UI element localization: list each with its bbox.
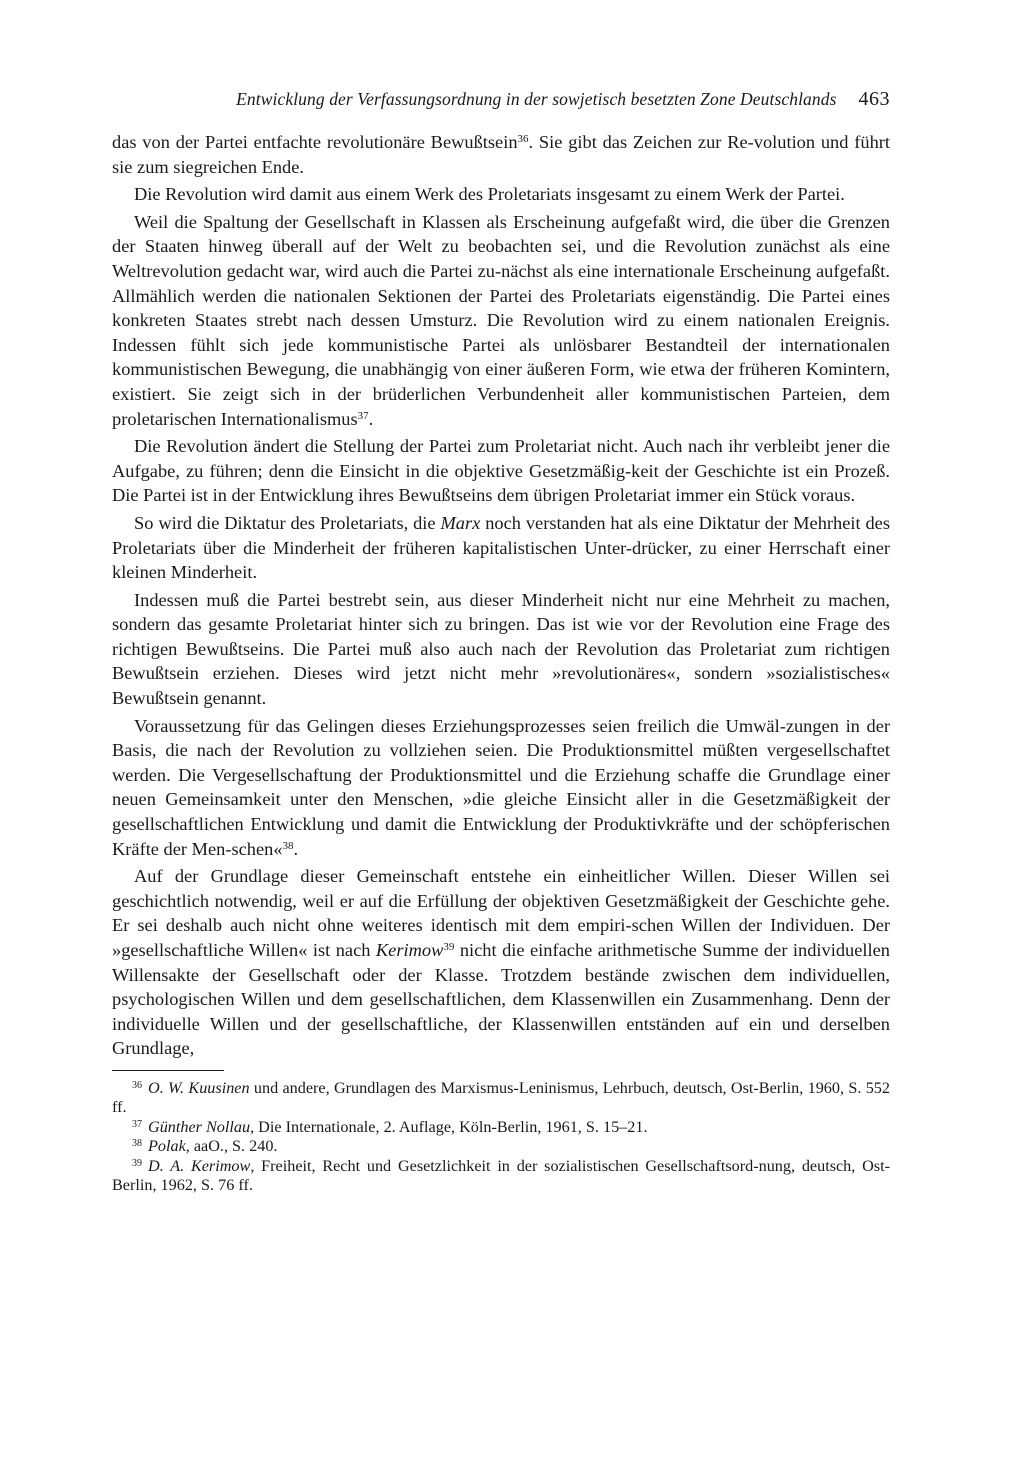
person-name: Kerimow [375, 940, 444, 960]
footnote-ref: 36 [517, 133, 529, 145]
footnote-ref: 38 [282, 839, 294, 852]
paragraph: Die Revolution wird damit aus einem Werk des Proletariats insgesamt zu einem Werk der Partei. [134, 184, 845, 205]
footnote-author: Polak [148, 1137, 186, 1156]
body-text [112, 130, 890, 1061]
footnote-divider [112, 1070, 224, 1071]
footnote [112, 1079, 890, 1118]
paragraph [112, 130, 890, 179]
paragraph-text: Voraussetzung für das Gelingen dieses Erziehungsprozesses seien freilich die Umwäl-zungen in der Basis, die nach der Revolution zu vollziehen seien. Die Produktionsmittel müßten vergesellschaftet werden. Die Vergesellschaftung der Produktionsmittel und die Erziehung schaffe die Grundlage einer neuen Gemeinsamkeit unter den Menschen, »die gleiche Einsicht aller in die Gesetzmäßigkeit der gesellschaftlichen Entwicklung und damit die Entwicklung der Produktivkräfte und der schöpferischen Kräfte der Men-schen« [112, 715, 890, 859]
footnote-number: 38 [132, 1138, 142, 1150]
footnote-ref: 39 [443, 941, 455, 953]
paragraph-text: noch verstanden hat als eine Diktatur der Mehrheit des Proletariats über die Minderheit der früheren kapitalistischen Unter-drücker, zu einer Herrschaft einer kleinen Minderheit. [112, 512, 890, 583]
paragraph-text: nicht die einfache arithmetische Summe der individuellen Willensakte der Gesellschaft oder der Klasse. Trotzdem bestände zwischen dem individuellen, psychologischen Willen und dem gesellschaftlichen, dem Klassenwillen ein Zusammenhang. Denn der individuelle Willen und der gesellschaftliche, der Klassenwillen entständen auf ein und derselben Grundlage, [112, 940, 890, 1059]
footnote-ref: 37 [357, 409, 369, 422]
person-name: Marx [440, 512, 481, 533]
footnote [112, 1157, 890, 1196]
footnote-number: 36 [132, 1079, 142, 1091]
footnote-text: und andere, Grundlagen des Marxismus-Leninismus, Lehrbuch, deutsch, Ost-Berlin, 1960, S. 552 ff. [112, 1078, 890, 1117]
footnote-number: 37 [132, 1118, 142, 1130]
footnote-text: , Die Internationale, 2. Auflage, Köln-Berlin, 1961, S. 15–21. [250, 1117, 648, 1136]
footnote-author: O. W. Kuusinen [148, 1078, 250, 1097]
book-page [112, 88, 890, 1196]
running-title: Entwicklung der Verfassungsordnung in der sowjetisch besetzten Zone Deutschlands [236, 89, 837, 109]
footnote-number: 39 [132, 1157, 142, 1169]
page-number: 463 [858, 88, 890, 110]
paragraph-text: . [293, 838, 299, 859]
paragraph-text: Auf der Grundlage dieser Gemeinschaft entstehe ein einheitlicher Willen. Dieser Willen sei geschichtlich notwendig, weil er auf die Erfüllung der objektiven Gesetzmäßigkeit der Geschichte gehe. Er sei deshalb auch nicht ohne weiteres identisch mit dem empiri-schen Willen der Individuen. Der »gesellschaftliche Willen« ist nach [112, 866, 890, 960]
footnote-author: Günther Nollau [148, 1117, 251, 1136]
paragraph-text: Weil die Spaltung der Gesellschaft in Klassen als Erscheinung aufgefaßt wird, die über die Grenzen der Staaten hinweg überall auf der Welt zu beobachten sei, und die Revolution zunächst als eine Weltrevolution gedacht war, wird auch die Partei zu-nächst als eine internationale Erscheinung aufgefaßt. Allmählich werden die nationalen Sektionen der Partei des Proletariats eigenständig. Die Partei eines konkreten Staates strebt nach dessen Umsturz. Die Revolution wird zu einem nationalen Ereignis. Indessen fühlt sich jede kommunistische Partei als unlösbarer Bestandteil der internationalen kommunistischen Bewegung, die unabhängig von einer äußeren Form, wie etwa der früheren Komintern, existiert. Sie zeigt sich in der brüderlichen Verbundenheit aller kommunistischen Parteien, dem proletarischen Internationalismus [112, 211, 890, 429]
footnote [112, 1118, 890, 1138]
paragraph-text: . [368, 408, 374, 429]
footnote-text: , aaO., S. 240. [185, 1137, 278, 1156]
paragraph [112, 210, 890, 431]
paragraph [112, 864, 890, 1061]
paragraph: Indessen muß die Partei bestrebt sein, aus dieser Minderheit nicht nur eine Mehrheit zu machen, sondern das gesamte Proletariat hinter sich zu bringen. Das ist wie vor der Revolution eine Frage des richtigen Bewußtseins. Die Partei muß also auch nach der Revolution das Proletariat zum richtigen Bewußtsein erziehen. Dieses wird jetzt nicht mehr »revolutionäres«, sondern »sozialistisches« Bewußtsein genannt. [112, 589, 890, 709]
running-head [112, 88, 890, 124]
paragraph [112, 714, 890, 862]
paragraph [112, 511, 890, 585]
footnote-author: D. A. Kerimow [148, 1156, 251, 1175]
paragraph: Die Revolution ändert die Stellung der Partei zum Proletariat nicht. Auch nach ihr verbleibt jener die Aufgabe, zu führen; denn die Einsicht in die objektive Gesetzmäßig-keit der Geschichte ist ein Prozeß. Die Partei ist in der Entwicklung ihres Bewußtseins dem übrigen Proletariat immer ein Stück voraus. [112, 436, 890, 506]
footnote [112, 1137, 890, 1157]
paragraph-text: das von der Partei entfachte revolutionäre Bewußtsein [112, 132, 518, 152]
footnotes [112, 1079, 890, 1196]
paragraph-text: So wird die Diktatur des Proletariats, die [134, 512, 441, 533]
footnote-text: , Freiheit, Recht und Gesetzlichkeit in der sozialistischen Gesellschaftsord-nung, deutsch, Ost-Berlin, 1962, S. 76 ff. [112, 1156, 890, 1195]
paragraph-text: . Sie gibt das Zeichen zur Re-volution und führt sie zum siegreichen Ende. [112, 132, 890, 177]
